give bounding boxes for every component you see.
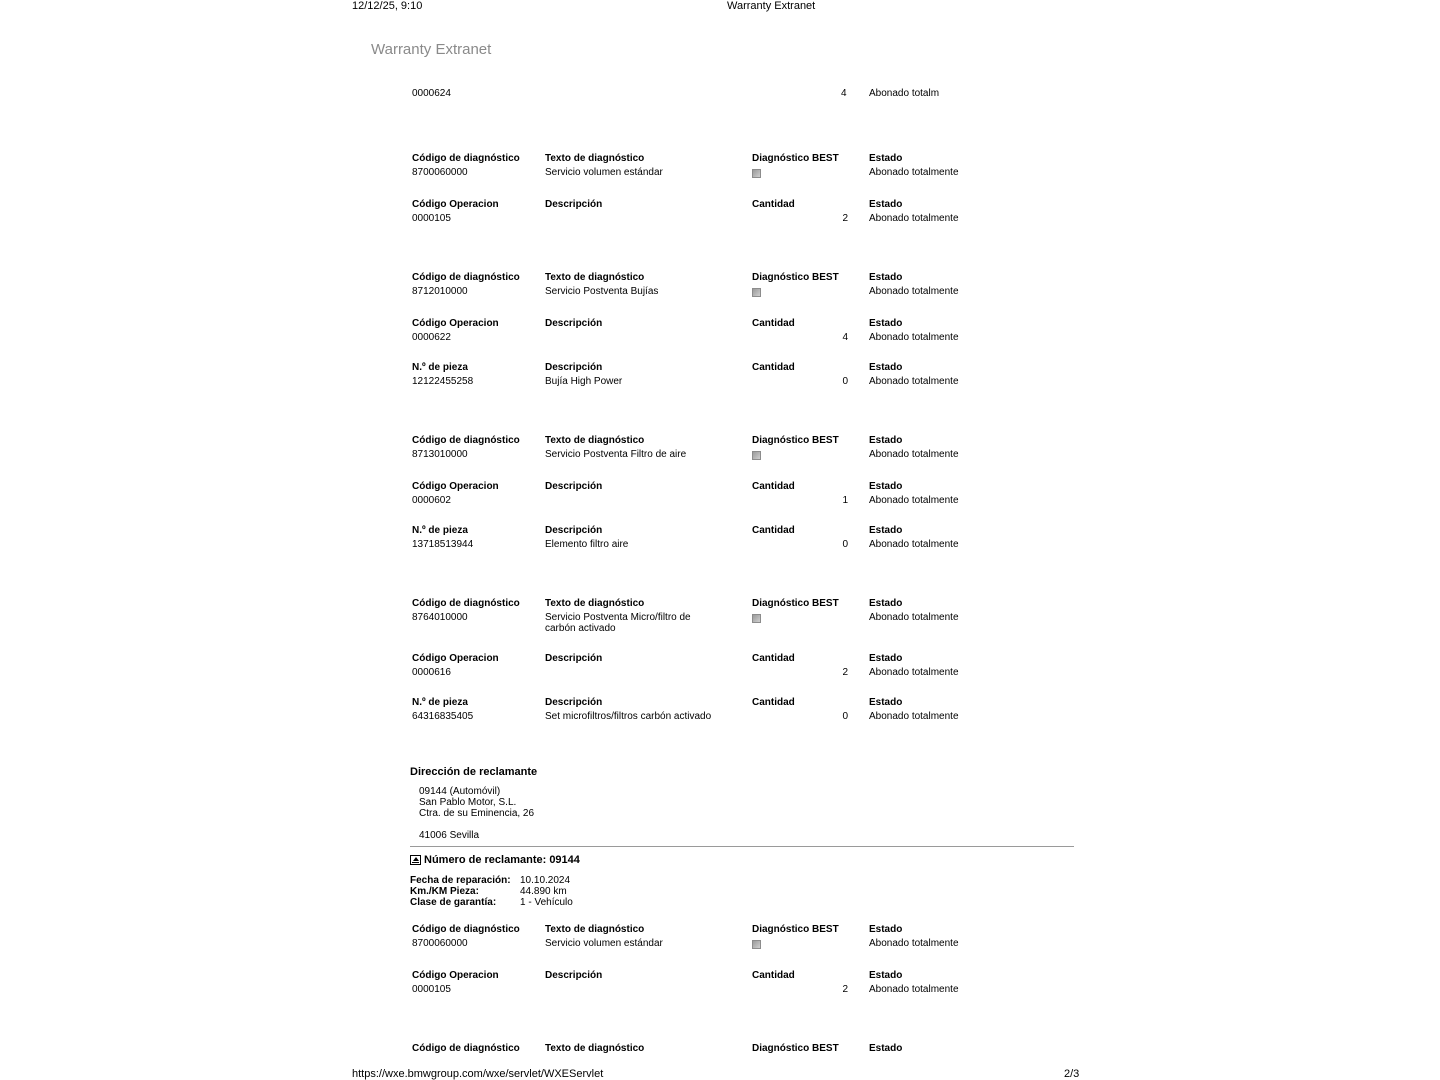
diag-code: 8700060000 bbox=[412, 167, 468, 178]
op-code-header: Código Operacion bbox=[412, 318, 499, 329]
quantity-header: Cantidad bbox=[752, 318, 795, 329]
op-code-header: Código Operacion bbox=[412, 481, 499, 492]
best-checkbox bbox=[752, 451, 761, 460]
diag-text-header: Texto de diagnóstico bbox=[545, 924, 645, 935]
diag-best-header: Diagnóstico BEST bbox=[752, 1043, 839, 1054]
status-header: Estado bbox=[869, 598, 903, 609]
diag-best-header: Diagnóstico BEST bbox=[752, 924, 839, 935]
diag-status: Abonado totalmente bbox=[869, 449, 959, 460]
diag-text: Servicio Postventa Filtro de aire bbox=[545, 449, 687, 460]
cut-row-code: 0000624 bbox=[412, 88, 451, 99]
description-header: Descripción bbox=[545, 318, 603, 329]
page-number: 2/3 bbox=[1064, 1068, 1080, 1080]
cut-row-status: Abonado totalm bbox=[869, 88, 940, 99]
warranty-class: 1 - Vehículo bbox=[520, 897, 573, 908]
description-header: Descripción bbox=[545, 970, 603, 981]
status-header: Estado bbox=[869, 199, 903, 210]
quantity-header: Cantidad bbox=[752, 199, 795, 210]
print-datetime: 12/12/25, 9:10 bbox=[352, 0, 423, 12]
diag-code-header: Código de diagnóstico bbox=[412, 598, 520, 609]
section-divider bbox=[410, 846, 1074, 847]
diagnosis-row bbox=[410, 598, 1070, 639]
warranty-class-label: Clase de garantía: bbox=[410, 897, 497, 908]
status-header: Estado bbox=[869, 1043, 903, 1054]
part-quantity: 0 bbox=[842, 539, 848, 550]
op-status: Abonado totalmente bbox=[869, 667, 959, 678]
quantity-header: Cantidad bbox=[752, 970, 795, 981]
op-code: 0000105 bbox=[412, 213, 451, 224]
diag-text: Servicio Postventa Micro/filtro de carbón activado bbox=[545, 612, 691, 634]
diagnosis-row bbox=[410, 1043, 1070, 1057]
km-label: Km./KM Pieza: bbox=[410, 886, 479, 897]
diag-code: 8713010000 bbox=[412, 449, 468, 460]
diag-text-header: Texto de diagnóstico bbox=[545, 435, 645, 446]
part-row bbox=[410, 362, 1070, 392]
address-line: San Pablo Motor, S.L. bbox=[419, 797, 517, 808]
diag-best-header: Diagnóstico BEST bbox=[752, 598, 839, 609]
part-quantity: 0 bbox=[842, 376, 848, 387]
address-line: Ctra. de su Eminencia, 26 bbox=[419, 808, 535, 819]
operation-row bbox=[410, 970, 1070, 1000]
op-code-header: Código Operacion bbox=[412, 199, 499, 210]
cut-row-qty: 4 bbox=[841, 88, 847, 99]
status-header: Estado bbox=[869, 697, 903, 708]
part-status: Abonado totalmente bbox=[869, 539, 959, 550]
diag-code-header: Código de diagnóstico bbox=[412, 924, 520, 935]
claimant-address-title: Dirección de reclamante bbox=[410, 766, 538, 778]
diag-code: 8764010000 bbox=[412, 612, 468, 623]
diag-text: Servicio volumen estándar bbox=[545, 938, 663, 949]
quantity-header: Cantidad bbox=[752, 653, 795, 664]
diagnosis-group bbox=[410, 598, 1070, 727]
status-header: Estado bbox=[869, 435, 903, 446]
diag-code-header: Código de diagnóstico bbox=[412, 435, 520, 446]
part-no: 64316835405 bbox=[412, 711, 474, 722]
address-line: 41006 Sevilla bbox=[419, 830, 480, 841]
diag-text-header: Texto de diagnóstico bbox=[545, 153, 645, 164]
diag-text: Servicio volumen estándar bbox=[545, 167, 663, 178]
diag-text: Servicio Postventa Bujías bbox=[545, 286, 659, 297]
part-no-header: N.º de pieza bbox=[412, 362, 468, 373]
diag-code: 8712010000 bbox=[412, 286, 468, 297]
operation-row bbox=[410, 318, 1070, 348]
part-no-header: N.º de pieza bbox=[412, 697, 468, 708]
op-quantity: 2 bbox=[842, 213, 848, 224]
quantity-header: Cantidad bbox=[752, 525, 795, 536]
op-quantity: 2 bbox=[842, 984, 848, 995]
status-header: Estado bbox=[869, 481, 903, 492]
diagnosis-group bbox=[410, 153, 1070, 229]
status-header: Estado bbox=[869, 970, 903, 981]
part-quantity: 0 bbox=[842, 711, 848, 722]
diagnosis-group bbox=[410, 1043, 1070, 1057]
description-header: Descripción bbox=[545, 362, 603, 373]
diag-code-header: Código de diagnóstico bbox=[412, 272, 520, 283]
operation-row bbox=[410, 653, 1070, 683]
operation-row bbox=[410, 199, 1070, 229]
diag-status: Abonado totalmente bbox=[869, 286, 959, 297]
part-row bbox=[410, 525, 1070, 555]
diagnosis-row bbox=[410, 153, 1070, 183]
quantity-header: Cantidad bbox=[752, 362, 795, 373]
best-checkbox bbox=[752, 288, 761, 297]
status-header: Estado bbox=[869, 924, 903, 935]
part-description: Bujía High Power bbox=[545, 376, 623, 387]
claimant-number-heading[interactable] bbox=[410, 854, 580, 866]
op-quantity: 1 bbox=[842, 495, 848, 506]
diag-code: 8700060000 bbox=[412, 938, 468, 949]
status-header: Estado bbox=[869, 153, 903, 164]
diag-text-header: Texto de diagnóstico bbox=[545, 272, 645, 283]
part-no: 12122455258 bbox=[412, 376, 474, 387]
collapse-icon[interactable] bbox=[410, 855, 421, 865]
op-status: Abonado totalmente bbox=[869, 332, 959, 343]
diagnosis-row bbox=[410, 435, 1070, 465]
diag-text-header: Texto de diagnóstico bbox=[545, 598, 645, 609]
part-no-header: N.º de pieza bbox=[412, 525, 468, 536]
op-code: 0000602 bbox=[412, 495, 451, 506]
diagnosis-group bbox=[410, 924, 1070, 1000]
description-header: Descripción bbox=[545, 653, 603, 664]
best-checkbox bbox=[752, 169, 761, 178]
repair-date: 10.10.2024 bbox=[520, 875, 571, 886]
op-code: 0000622 bbox=[412, 332, 451, 343]
status-header: Estado bbox=[869, 318, 903, 329]
diag-best-header: Diagnóstico BEST bbox=[752, 272, 839, 283]
diagnosis-group bbox=[410, 272, 1070, 392]
op-code-header: Código Operacion bbox=[412, 653, 499, 664]
description-header: Descripción bbox=[545, 697, 603, 708]
op-quantity: 4 bbox=[842, 332, 848, 343]
diag-code-header: Código de diagnóstico bbox=[412, 153, 520, 164]
site-title: Warranty Extranet bbox=[371, 41, 492, 58]
op-code: 0000616 bbox=[412, 667, 451, 678]
op-quantity: 2 bbox=[842, 667, 848, 678]
op-code: 0000105 bbox=[412, 984, 451, 995]
quantity-header: Cantidad bbox=[752, 481, 795, 492]
address-line: 09144 (Automóvil) bbox=[419, 786, 501, 797]
op-status: Abonado totalmente bbox=[869, 213, 959, 224]
diag-best-header: Diagnóstico BEST bbox=[752, 153, 839, 164]
diag-status: Abonado totalmente bbox=[869, 612, 959, 623]
part-status: Abonado totalmente bbox=[869, 711, 959, 722]
best-checkbox bbox=[752, 614, 761, 623]
description-header: Descripción bbox=[545, 481, 603, 492]
part-description: Set microfiltros/filtros carbón activado bbox=[545, 711, 712, 722]
status-header: Estado bbox=[869, 272, 903, 283]
op-status: Abonado totalmente bbox=[869, 495, 959, 506]
claimant-number-label: Número de reclamante: 09144 bbox=[424, 854, 580, 866]
print-title: Warranty Extranet bbox=[727, 0, 816, 12]
repair-date-label: Fecha de reparación: bbox=[410, 875, 511, 886]
status-header: Estado bbox=[869, 653, 903, 664]
km-value: 44.890 km bbox=[520, 886, 567, 897]
diag-status: Abonado totalmente bbox=[869, 167, 959, 178]
op-code-header: Código Operacion bbox=[412, 970, 499, 981]
status-header: Estado bbox=[869, 362, 903, 373]
diagnosis-row bbox=[410, 272, 1070, 302]
part-no: 13718513944 bbox=[412, 539, 474, 550]
diagnosis-row bbox=[410, 924, 1070, 954]
footer-url: https://wxe.bmwgroup.com/wxe/servlet/WXEServlet bbox=[352, 1068, 604, 1080]
op-status: Abonado totalmente bbox=[869, 984, 959, 995]
diag-text-header: Texto de diagnóstico bbox=[545, 1043, 645, 1054]
diag-code-header: Código de diagnóstico bbox=[412, 1043, 520, 1054]
operation-row bbox=[410, 481, 1070, 511]
diag-status: Abonado totalmente bbox=[869, 938, 959, 949]
part-description: Elemento filtro aire bbox=[545, 539, 629, 550]
status-header: Estado bbox=[869, 525, 903, 536]
part-row bbox=[410, 697, 1070, 727]
description-header: Descripción bbox=[545, 199, 603, 210]
part-status: Abonado totalmente bbox=[869, 376, 959, 387]
diagnosis-group bbox=[410, 435, 1070, 555]
best-checkbox bbox=[752, 940, 761, 949]
quantity-header: Cantidad bbox=[752, 697, 795, 708]
diag-best-header: Diagnóstico BEST bbox=[752, 435, 839, 446]
description-header: Descripción bbox=[545, 525, 603, 536]
